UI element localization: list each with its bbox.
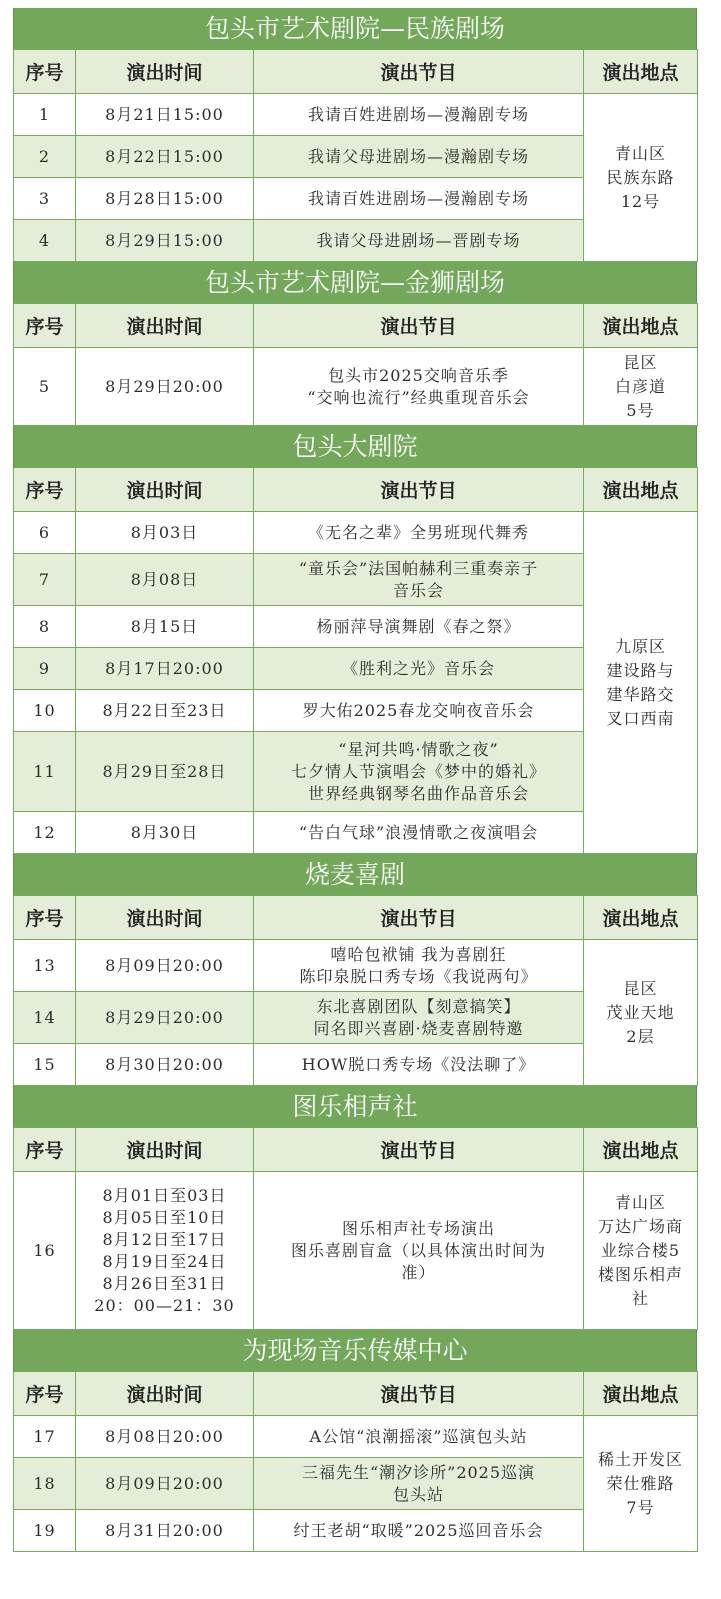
- header-time: 演出时间: [76, 1372, 254, 1416]
- show-time: 8月09日20:00: [76, 940, 254, 992]
- row-number: 13: [14, 940, 76, 992]
- table-row: [14, 940, 698, 992]
- row-number: 6: [14, 512, 76, 554]
- row-number: 16: [14, 1172, 76, 1330]
- row-number: 9: [14, 648, 76, 690]
- program-name: “星河共鸣·情歌之夜” 七夕情人节演唱会《梦中的婚礼》 世界经典钢琴名曲作品音乐会: [254, 732, 584, 812]
- program-name: 东北喜剧团队【刻意搞笑】 同名即兴喜剧·烧麦喜剧特邀: [254, 992, 584, 1044]
- venue-title: 包头市艺术剧院—金狮剧场: [13, 262, 697, 303]
- show-time: 8月21日15:00: [76, 94, 254, 136]
- header-no: 序号: [14, 50, 76, 94]
- program-name: A公馆“浪潮摇滚”巡演包头站: [254, 1416, 584, 1458]
- table-row: [14, 1172, 698, 1330]
- venue-title: 图乐相声社: [13, 1086, 697, 1127]
- header-time: 演出时间: [76, 468, 254, 512]
- header-venue: 演出地点: [584, 1372, 698, 1416]
- venue-address: 青山区 万达广场商 业综合楼5 楼图乐相声 社: [584, 1172, 698, 1330]
- venue-address: 九原区 建设路与 建华路交 叉口西南: [584, 512, 698, 854]
- row-number: 12: [14, 812, 76, 854]
- schedule-sheet: [13, 8, 697, 1552]
- row-number: 3: [14, 178, 76, 220]
- program-name: 我请百姓进剧场—漫瀚剧专场: [254, 178, 584, 220]
- row-number: 17: [14, 1416, 76, 1458]
- table-row: [14, 512, 698, 554]
- header-program: 演出节目: [254, 1372, 584, 1416]
- show-time: 8月09日20:00: [76, 1458, 254, 1510]
- header-program: 演出节目: [254, 50, 584, 94]
- show-time: 8月15日: [76, 606, 254, 648]
- row-number: 14: [14, 992, 76, 1044]
- venue-address: 昆区 茂业天地 2层: [584, 940, 698, 1086]
- row-number: 2: [14, 136, 76, 178]
- row-number: 15: [14, 1044, 76, 1086]
- row-number: 8: [14, 606, 76, 648]
- program-name: 罗大佑2025春龙交响夜音乐会: [254, 690, 584, 732]
- program-name: 三福先生“潮汐诊所”2025巡演 包头站: [254, 1458, 584, 1510]
- schedule-table: [13, 303, 698, 426]
- table-header-row: [14, 304, 698, 348]
- table-row: [14, 1416, 698, 1458]
- venue-title: 包头市艺术剧院—民族剧场: [13, 8, 697, 49]
- row-number: 1: [14, 94, 76, 136]
- header-no: 序号: [14, 1128, 76, 1172]
- table-row: [14, 348, 698, 426]
- show-time: 8月08日20:00: [76, 1416, 254, 1458]
- schedule-table: [13, 1127, 698, 1330]
- show-time: 8月31日20:00: [76, 1510, 254, 1552]
- show-time: 8月29日15:00: [76, 220, 254, 262]
- header-program: 演出节目: [254, 304, 584, 348]
- schedule-table: [13, 467, 698, 854]
- show-time: 8月29日至28日: [76, 732, 254, 812]
- venue-address: 昆区 白彦道 5号: [584, 348, 698, 426]
- header-program: 演出节目: [254, 1128, 584, 1172]
- program-name: 嘻哈包袱铺 我为喜剧狂 陈印泉脱口秀专场《我说两句》: [254, 940, 584, 992]
- header-time: 演出时间: [76, 896, 254, 940]
- header-no: 序号: [14, 468, 76, 512]
- venue-title: 烧麦喜剧: [13, 854, 697, 895]
- venue-address: 稀土开发区 荣仕雅路 7号: [584, 1416, 698, 1552]
- show-time: 8月08日: [76, 554, 254, 606]
- table-row: [14, 94, 698, 136]
- row-number: 19: [14, 1510, 76, 1552]
- program-name: 《胜利之光》音乐会: [254, 648, 584, 690]
- table-header-row: [14, 1372, 698, 1416]
- schedule-table: [13, 49, 698, 262]
- program-name: HOW脱口秀专场《没法聊了》: [254, 1044, 584, 1086]
- program-name: 图乐相声社专场演出 图乐喜剧盲盒（以具体演出时间为 准）: [254, 1172, 584, 1330]
- venue-title: 包头大剧院: [13, 426, 697, 467]
- schedule-table: [13, 895, 698, 1086]
- program-name: 纣王老胡“取暖”2025巡回音乐会: [254, 1510, 584, 1552]
- row-number: 5: [14, 348, 76, 426]
- show-time: 8月22日至23日: [76, 690, 254, 732]
- header-no: 序号: [14, 896, 76, 940]
- show-time: 8月29日20:00: [76, 992, 254, 1044]
- show-time: 8月17日20:00: [76, 648, 254, 690]
- program-name: 我请父母进剧场—漫瀚剧专场: [254, 136, 584, 178]
- header-time: 演出时间: [76, 304, 254, 348]
- header-time: 演出时间: [76, 50, 254, 94]
- row-number: 11: [14, 732, 76, 812]
- row-number: 7: [14, 554, 76, 606]
- header-program: 演出节目: [254, 468, 584, 512]
- row-number: 4: [14, 220, 76, 262]
- program-name: “告白气球”浪漫情歌之夜演唱会: [254, 812, 584, 854]
- program-name: 我请父母进剧场—晋剧专场: [254, 220, 584, 262]
- venue-address: 青山区 民族东路 12号: [584, 94, 698, 262]
- header-venue: 演出地点: [584, 468, 698, 512]
- show-time: 8月01日至03日 8月05日至10日 8月12日至17日 8月19日至24日 8月26日至31日 20：00—21：30: [76, 1172, 254, 1330]
- table-header-row: [14, 896, 698, 940]
- schedule-table: [13, 1371, 698, 1552]
- header-venue: 演出地点: [584, 1128, 698, 1172]
- program-name: 包头市2025交响音乐季 “交响也流行”经典重现音乐会: [254, 348, 584, 426]
- program-name: 《无名之辈》全男班现代舞秀: [254, 512, 584, 554]
- show-time: 8月28日15:00: [76, 178, 254, 220]
- row-number: 18: [14, 1458, 76, 1510]
- program-name: 杨丽萍导演舞剧《春之祭》: [254, 606, 584, 648]
- show-time: 8月29日20:00: [76, 348, 254, 426]
- table-header-row: [14, 50, 698, 94]
- venue-title: 为现场音乐传媒中心: [13, 1330, 697, 1371]
- header-no: 序号: [14, 1372, 76, 1416]
- show-time: 8月22日15:00: [76, 136, 254, 178]
- show-time: 8月30日20:00: [76, 1044, 254, 1086]
- header-venue: 演出地点: [584, 896, 698, 940]
- header-venue: 演出地点: [584, 50, 698, 94]
- header-time: 演出时间: [76, 1128, 254, 1172]
- header-venue: 演出地点: [584, 304, 698, 348]
- header-no: 序号: [14, 304, 76, 348]
- program-name: “童乐会”法国帕赫利三重奏亲子 音乐会: [254, 554, 584, 606]
- program-name: 我请百姓进剧场—漫瀚剧专场: [254, 94, 584, 136]
- show-time: 8月03日: [76, 512, 254, 554]
- show-time: 8月30日: [76, 812, 254, 854]
- row-number: 10: [14, 690, 76, 732]
- header-program: 演出节目: [254, 896, 584, 940]
- table-header-row: [14, 468, 698, 512]
- table-header-row: [14, 1128, 698, 1172]
